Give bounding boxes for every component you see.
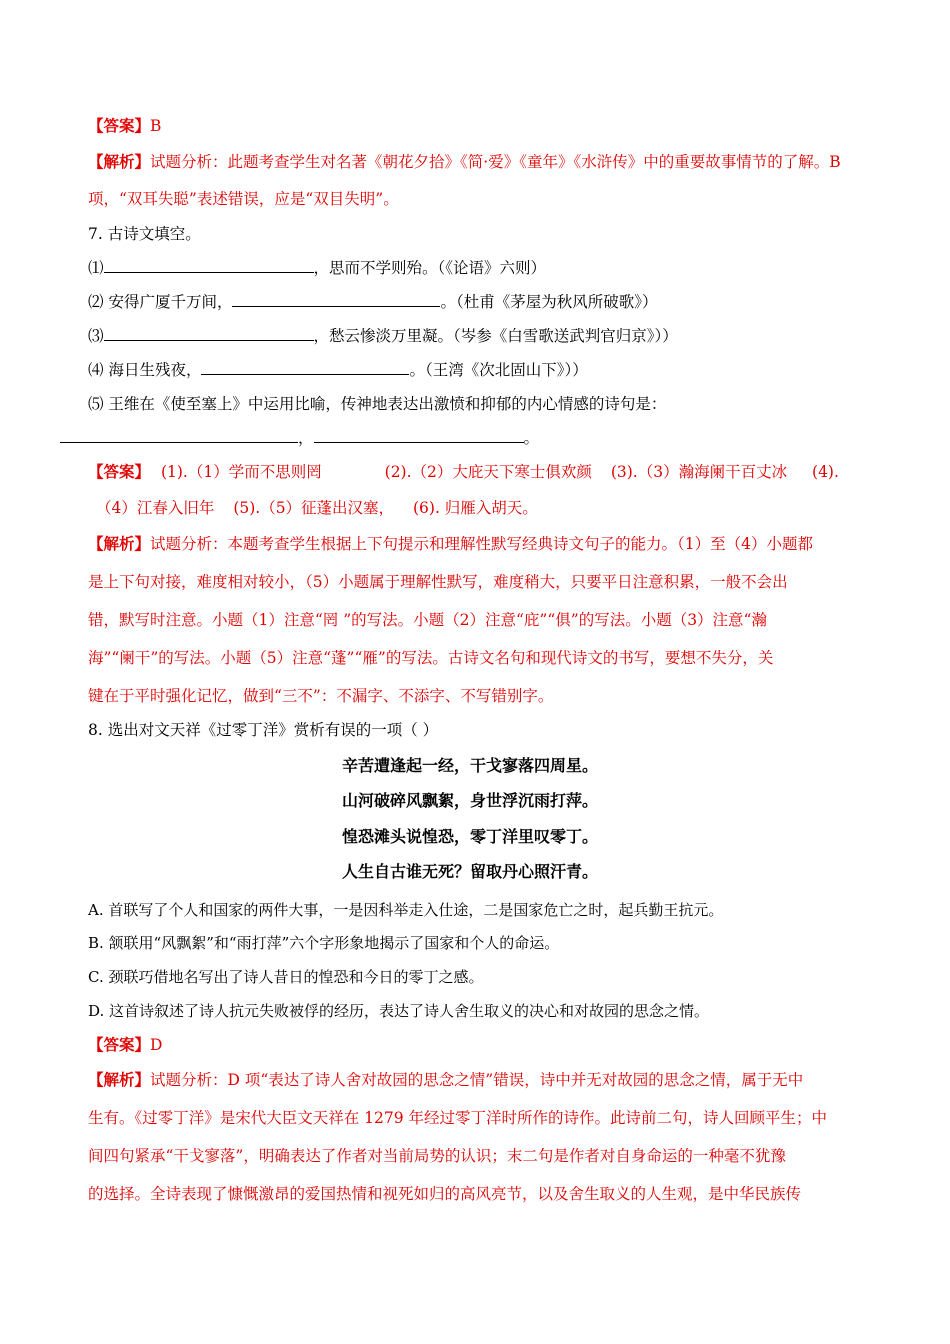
answer-label: 【答案】 — [88, 1035, 151, 1054]
q6-analysis-line-2: 项，“双耳失聪”表述错误，应是“双目失明”。 — [88, 190, 399, 208]
q7-analysis-line-4: 海”“阑干”的写法。小题（5）注意“蓬”“雁”的写法。古诗文名句和现代诗文的书写，要想不失分，关 — [88, 649, 774, 667]
q7-answer-line-2: （4）江春入旧年 (5).（5）征蓬出汉塞， (6). 归雁入胡天。 — [96, 499, 538, 517]
poem-line: 山河破碎风飘絮，身世浮沉雨打萍。 — [342, 791, 599, 810]
option-d: D. 这首诗叙述了诗人抗元失败被俘的经历，表达了诗人舍生取义的决心和对故园的思念之情。 — [88, 1002, 710, 1020]
q7-item-1: ⑴ ，思而不学则殆。（《论语》六则） — [88, 259, 547, 277]
analysis-label: 【解析】 — [88, 152, 151, 171]
answer-label: 【答案】 — [88, 116, 151, 135]
q7-item-2: ⑵ 安得广厦千万间， 。（杜甫《茅屋为秋风所破歌》） — [88, 293, 658, 311]
poem-line: 辛苦遭逢起一经，干戈寥落四周星。 — [342, 756, 599, 775]
option-b: B. 颔联用“风飘絮”和“雨打萍”六个字形象地揭示了国家和个人的命运。 — [88, 934, 560, 952]
fill-blank[interactable] — [201, 360, 409, 375]
q8-analysis-line-4: 的选择。全诗表现了慷慨激昂的爱国热情和视死如归的高风亮节，以及舍生取义的人生观，是中华民族传 — [88, 1185, 802, 1203]
analysis-text: 试题分析：此题考查学生对名著《朝花夕拾》《简·爱》《童年》《水浒传》中的重要故事情节的了解。B — [150, 153, 841, 171]
q8-answer — [88, 1035, 162, 1055]
q7-item-3: ⑶ ，愁云惨淡万里凝。（岑参《白雪歌送武判官归京》）） — [88, 327, 678, 345]
analysis-label: 【解析】 — [88, 534, 151, 553]
q7-analysis-line-1: 【解析】试题分析：本题考查学生根据上下句提示和理解性默写经典诗文句子的能力。（1）至（4）小题都 — [88, 534, 813, 553]
poem-line: 人生自古谁无死？留取丹心照汗青。 — [342, 862, 599, 881]
q7-item-4: ⑷ 海日生残夜， 。（王湾《次北固山下》）） — [88, 361, 588, 379]
q7-title: 7. 古诗文填空。 — [88, 225, 201, 243]
q7-analysis-line-3: 错，默写时注意。小题（1）注意“罔 ”的写法。小题（2）注意“庇”“俱”的写法。小题（3）注意“瀚 — [88, 611, 767, 629]
poem-line: 惶恐滩头说惶恐，零丁洋里叹零丁。 — [342, 827, 599, 846]
q6-analysis-line-1 — [88, 152, 841, 172]
q7-analysis-line-2: 是上下句对接，难度相对较小，（5）小题属于理解性默写，难度稍大，只要平日注意积累，一般不会出 — [88, 573, 788, 591]
fill-blank[interactable] — [232, 292, 440, 307]
fill-blank[interactable] — [104, 258, 314, 273]
q7-item-5-blanks: ， 。 — [60, 428, 539, 448]
fill-blank[interactable] — [314, 428, 524, 443]
answer-label: 【答案】 — [88, 462, 151, 481]
q6-answer — [88, 116, 161, 136]
option-c: C. 颈联巧借地名写出了诗人昔日的惶恐和今日的零丁之感。 — [88, 968, 484, 986]
analysis-label: 【解析】 — [88, 1070, 151, 1089]
q7-answer-line-1: 【答案】 (1).（1）学而不思则罔 (2).（2）大庇天下寒士俱欢颜 (3).（3）瀚海阑干百丈冰 (4). — [88, 462, 839, 481]
fill-blank[interactable] — [60, 428, 298, 443]
q7-analysis-line-5: 键在于平时强化记忆，做到“三不”：不漏字、不添字、不写错别字。 — [88, 687, 554, 705]
answer-value: B — [150, 117, 162, 135]
q8-analysis-line-2: 生有。《过零丁洋》是宋代大臣文天祥在 1279 年经过零丁洋时所作的诗作。此诗前二句，诗人回顾平生；中 — [88, 1109, 828, 1127]
q7-item-5: ⑸ 王维在《使至塞上》中运用比喻，传神地表达出激愤和抑郁的内心情感的诗句是： — [88, 395, 667, 413]
q8-analysis-line-3: 间四句紧承“干戈寥落”，明确表达了作者对当前局势的认识；末二句是作者对自身命运的一种毫不犹豫 — [88, 1147, 786, 1165]
fill-blank[interactable] — [104, 326, 314, 341]
option-a: A. 首联写了个人和国家的两件大事，一是因科举走入仕途，二是国家危亡之时，起兵勤王抗元。 — [88, 901, 724, 919]
answer-value: D — [150, 1036, 163, 1054]
q8-analysis-line-1: 【解析】试题分析：D 项“表达了诗人舍对故园的思念之情”错误，诗中并无对故园的思念之情，属于无中 — [88, 1070, 804, 1089]
q8-title: 8. 选出对文天祥《过零丁洋》赏析有误的一项（ ） — [88, 721, 439, 739]
